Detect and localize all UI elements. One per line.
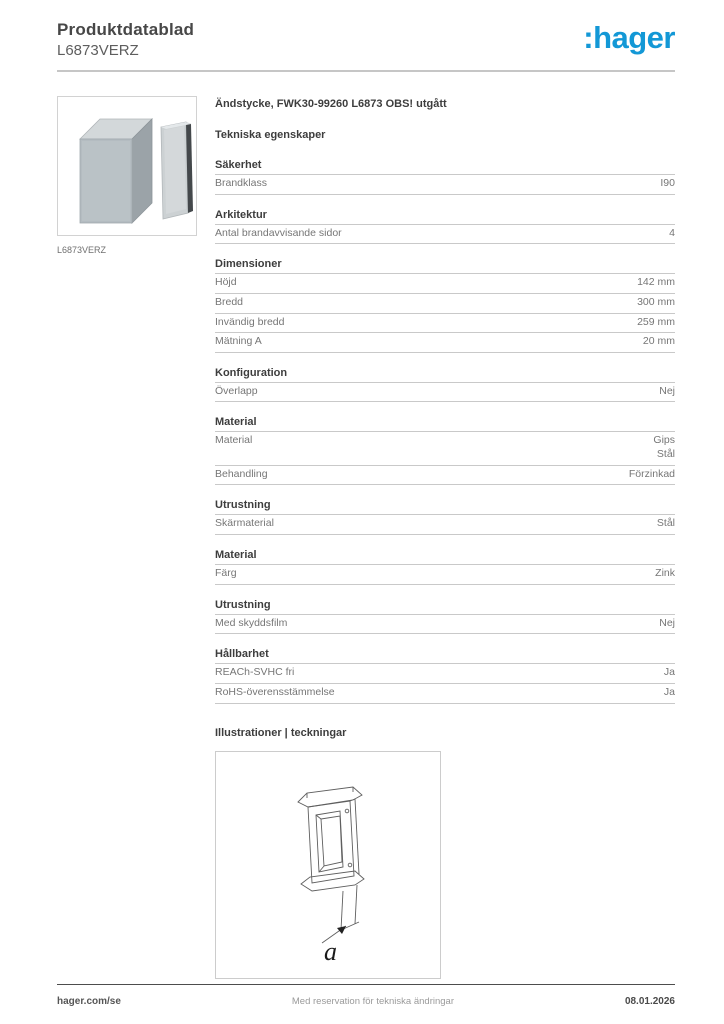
- product-image: [57, 96, 197, 236]
- left-column: [57, 96, 197, 979]
- spec-section: [215, 549, 675, 585]
- footer-website-link[interactable]: hager.com/se: [57, 996, 121, 1007]
- spec-label: Höjd: [215, 276, 237, 289]
- section-title: Utrustning: [215, 599, 675, 615]
- section-rows: [215, 383, 675, 403]
- spec-value: 300 mm: [637, 295, 675, 308]
- section-title: Hållbarhet: [215, 648, 675, 664]
- spec-value: Ja: [663, 685, 675, 698]
- spec-row: [215, 175, 675, 195]
- spec-value: 20 mm: [642, 335, 675, 348]
- product-reference: L6873VERZ: [57, 42, 139, 59]
- section-title: Arkitektur: [215, 209, 675, 225]
- dimension-label: a: [324, 936, 337, 966]
- illustrations-title: Illustrationer | teckningar: [215, 726, 347, 739]
- page-footer: [57, 984, 675, 1007]
- spec-section: [215, 209, 675, 245]
- spec-row: [215, 664, 675, 684]
- spec-label: Färg: [215, 567, 237, 580]
- page-header: [57, 20, 675, 59]
- spec-label: Bredd: [215, 295, 244, 308]
- spec-section: [215, 499, 675, 535]
- spec-value: Zink: [655, 567, 675, 580]
- spec-value: Gips Stål: [653, 434, 675, 461]
- spec-label: Skärmaterial: [215, 517, 274, 530]
- document-type: Produktdatablad: [57, 20, 195, 39]
- spec-value: Nej: [659, 384, 675, 397]
- section-title: Utrustning: [215, 499, 675, 515]
- spec-row: [215, 615, 675, 635]
- spec-value: 4: [669, 226, 675, 239]
- spec-value: Ja: [663, 666, 675, 679]
- spec-section: [215, 367, 675, 403]
- spec-value: I90: [660, 177, 675, 189]
- spec-label: Mätning A: [215, 335, 262, 348]
- spec-row: [215, 294, 675, 314]
- spec-row: [215, 333, 675, 353]
- spec-row: [215, 684, 675, 704]
- technical-drawing: [215, 751, 441, 979]
- spec-section: [215, 159, 675, 195]
- spec-label: Brandklass: [215, 177, 267, 189]
- spec-label: Överlapp: [215, 384, 258, 397]
- spec-section: [215, 416, 675, 485]
- spec-row: [215, 515, 675, 535]
- spec-value: 259 mm: [637, 315, 675, 328]
- footer-date: 08.01.2026: [624, 996, 675, 1007]
- product-title: Ändstycke, FWK30-99260 L6873 OBS! utgått: [215, 98, 447, 110]
- product-photo-graphic: [58, 97, 196, 235]
- footer-disclaimer: Med reservation för tekniska ändringar: [291, 996, 454, 1007]
- section-rows: [215, 432, 675, 485]
- main-content: [57, 96, 675, 979]
- header-titles: [57, 20, 194, 59]
- spec-value: Stål: [656, 517, 675, 530]
- spec-label: Invändig bredd: [215, 315, 285, 328]
- section-title: Material: [215, 416, 675, 432]
- spec-row: [215, 383, 675, 403]
- spec-row: [215, 565, 675, 585]
- spec-label: Antal brandavvisande sidor: [215, 226, 342, 239]
- spec-section: [215, 599, 675, 635]
- spec-value: Nej: [659, 616, 675, 629]
- spec-label: REACh-SVHC fri: [215, 666, 295, 679]
- spec-section: [215, 648, 675, 703]
- spec-label: Behandling: [215, 467, 268, 480]
- right-column: [215, 96, 675, 979]
- section-title: Material: [215, 549, 675, 565]
- section-rows: [215, 664, 675, 703]
- section-title: Säkerhet: [215, 159, 675, 175]
- spec-row: [215, 314, 675, 334]
- image-caption: L6873VERZ: [57, 245, 107, 255]
- spec-value: Förzinkad: [628, 467, 675, 480]
- section-rows: [215, 175, 675, 195]
- spec-label: Med skyddsfilm: [215, 616, 288, 629]
- section-title: Dimensioner: [215, 258, 675, 274]
- section-title: Konfiguration: [215, 367, 675, 383]
- tech-properties-title: Tekniska egenskaper: [215, 129, 326, 141]
- section-rows: [215, 274, 675, 353]
- spec-value: 142 mm: [637, 276, 675, 289]
- spec-label: Material: [215, 434, 253, 447]
- section-rows: [215, 515, 675, 535]
- header-divider: [57, 70, 675, 72]
- spec-sections: [215, 159, 675, 704]
- spec-label: RoHS-överensstämmelse: [215, 685, 335, 698]
- section-rows: [215, 615, 675, 635]
- dimension-drawing-graphic: [216, 752, 440, 978]
- section-rows: [215, 565, 675, 585]
- spec-row: [215, 274, 675, 294]
- spec-row: [215, 466, 675, 486]
- hager-logo: :hager: [583, 20, 675, 55]
- spec-row: [215, 225, 675, 245]
- spec-row: [215, 432, 675, 465]
- spec-section: [215, 258, 675, 353]
- section-rows: [215, 225, 675, 245]
